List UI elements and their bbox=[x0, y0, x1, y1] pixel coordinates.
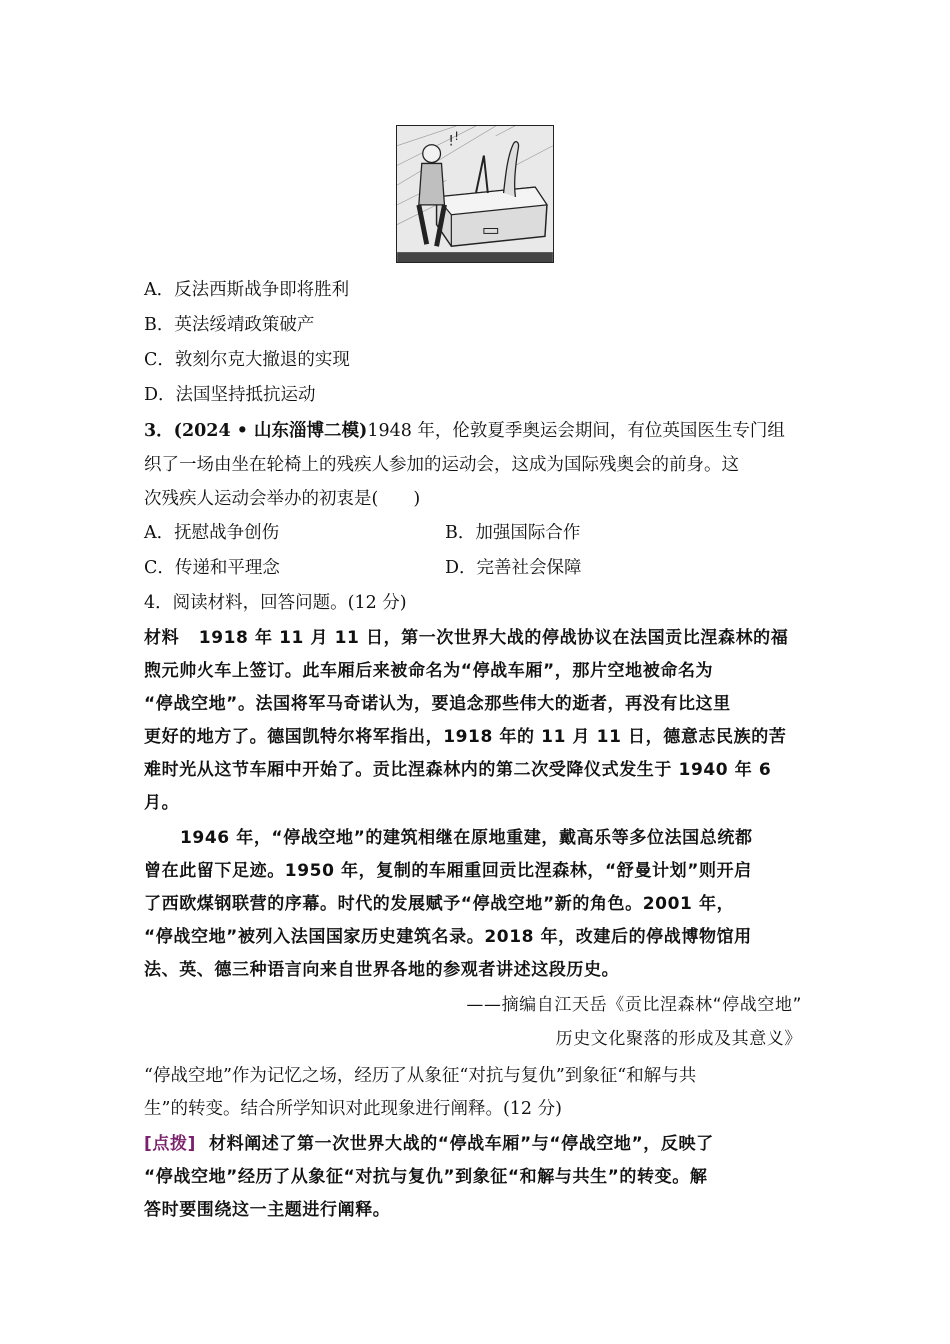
political-cartoon bbox=[396, 125, 554, 263]
q3-source: 3．(2024 • 山东淄博二模) bbox=[144, 421, 368, 441]
material-p2-line: 了西欧煤钢联营的序幕。时代的发展赋予“停战空地”新的角色。2001 年， bbox=[144, 894, 735, 914]
material-p1-line: 月。 bbox=[144, 793, 180, 813]
hint-line-1 bbox=[144, 1132, 714, 1156]
q3-stem-line-1 bbox=[144, 419, 785, 443]
material-p1-line: 难时光从这节车厢中开始了。贡比涅森林内的第二次受降仪式发生于 1940 年 6 bbox=[144, 760, 772, 780]
q3-option-c: C．传递和平理念 bbox=[144, 558, 280, 578]
hint-label: [点拨] bbox=[144, 1134, 196, 1154]
q3-option-b: B．加强国际合作 bbox=[445, 523, 581, 543]
q4-header: 4．阅读材料，回答问题。(12 分) bbox=[144, 593, 407, 613]
option-a: A．反法西斯战争即将胜利 bbox=[144, 280, 350, 300]
hint-line-3: 答时要围绕这一主题进行阐释。 bbox=[144, 1200, 391, 1220]
q4-question-line-1: “停战空地”作为记忆之场，经历了从象征“对抗与复仇”到象征“和解与共 bbox=[144, 1066, 697, 1086]
citation-line-1: ——摘编自江天岳《贡比涅森林“停战空地” bbox=[466, 995, 802, 1015]
material-p2-line: 曾在此留下足迹。1950 年，复制的车厢重回贡比涅森林，“舒曼计划”则开启 bbox=[144, 861, 752, 881]
option-d: D．法国坚持抵抗运动 bbox=[144, 385, 316, 405]
q3-option-d: D．完善社会保障 bbox=[445, 558, 582, 578]
q4-question-line-2: 生”的转变。结合所学知识对此现象进行阐释。(12 分) bbox=[144, 1099, 562, 1119]
q3-text-1: 1948 年，伦敦夏季奥运会期间，有位英国医生专门组 bbox=[367, 421, 785, 441]
material-line bbox=[144, 626, 788, 650]
hint-line-2: “停战空地”经历了从象征“对抗与复仇”到象征“和解与共生”的转变。解 bbox=[144, 1167, 708, 1187]
q3-stem-line-2: 织了一场由坐在轮椅上的残疾人参加的运动会，这成为国际残奥会的前身。这 bbox=[144, 455, 739, 475]
material-p2-line: 1946 年，“停战空地”的建筑相继在原地重建，戴高乐等多位法国总统都 bbox=[180, 828, 753, 848]
material-p1-line: “停战空地”。法国将军马奇诺认为，要追念那些伟大的逝者，再没有比这里 bbox=[144, 694, 731, 714]
svg-text:!: ! bbox=[448, 133, 454, 150]
material-p1-line: 煦元帅火车上签订。此车厢后来被命名为“停战车厢”，那片空地被命名为 bbox=[144, 661, 714, 681]
option-b: B．英法绥靖政策破产 bbox=[144, 315, 315, 335]
material-label: 材料 bbox=[144, 628, 180, 648]
hint-text-1: 材料阐述了第一次世界大战的“停战车厢”与“停战空地”，反映了 bbox=[209, 1134, 714, 1154]
material-p2-line: “停战空地”被列入法国国家历史建筑名录。2018 年，改建后的停战博物馆用 bbox=[144, 927, 752, 947]
q3-option-a: A．抚慰战争创伤 bbox=[144, 523, 280, 543]
citation-line-2: 历史文化聚落的形成及其意义》 bbox=[555, 1029, 802, 1049]
option-c: C．敦刻尔克大撤退的实现 bbox=[144, 350, 350, 370]
material-p2-line: 法、英、德三种语言向来自世界各地的参观者讲述这段历史。 bbox=[144, 960, 620, 980]
q3-stem-line-3: 次残疾人运动会举办的初衷是( ) bbox=[144, 489, 421, 509]
cartoon-illustration-icon bbox=[397, 126, 553, 262]
svg-text:!: ! bbox=[454, 128, 460, 143]
material-p1-line: 更好的地方了。德国凯特尔将军指出，1918 年的 11 月 11 日，德意志民族的苦 bbox=[144, 727, 787, 747]
material-p1-line: 1918 年 11 月 11 日，第一次世界大战的停战协议在法国贡比涅森林的福 bbox=[198, 628, 789, 648]
